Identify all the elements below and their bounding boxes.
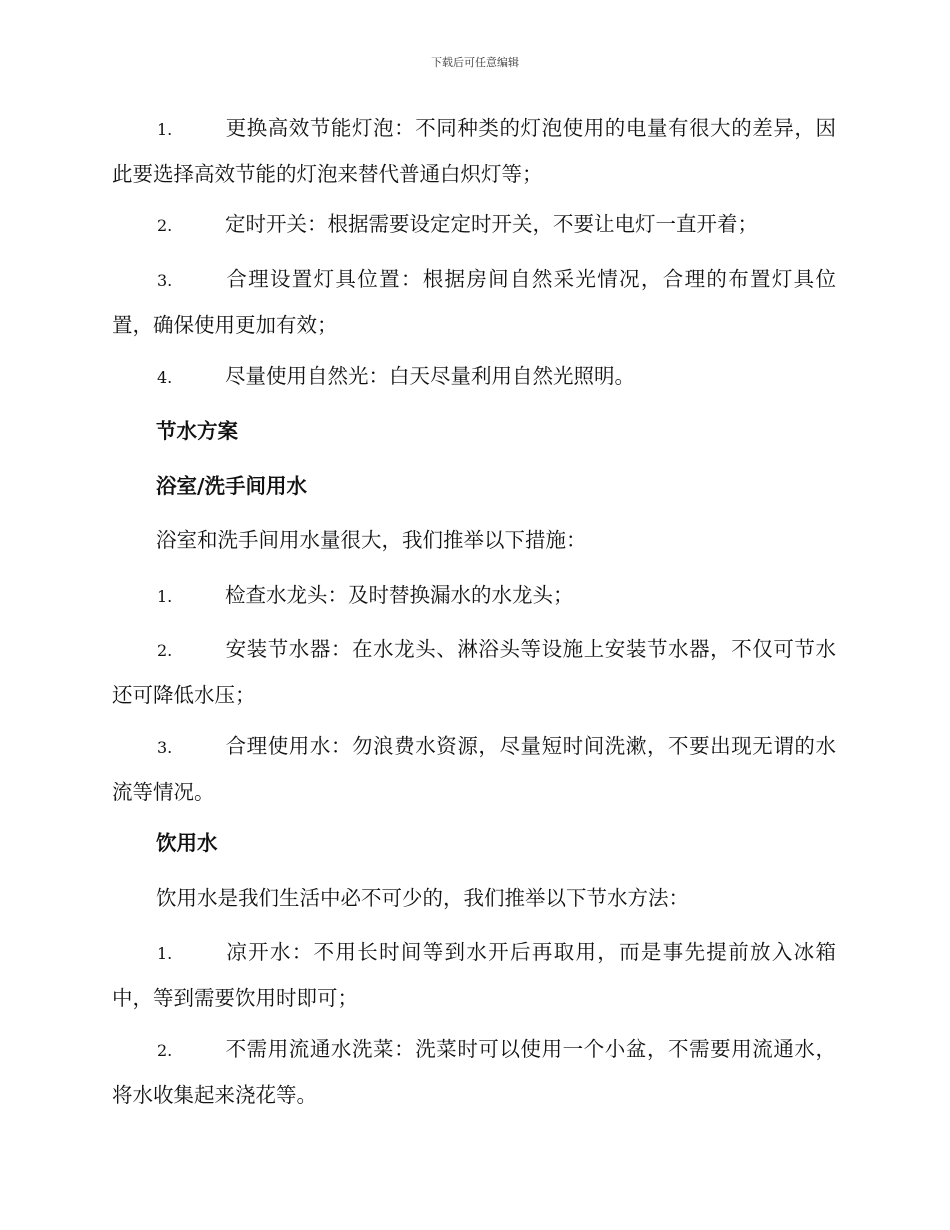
section-heading-water: 节水方案: [156, 419, 238, 443]
list-number: 2.: [157, 216, 173, 235]
list-number: 1.: [157, 587, 173, 606]
list-item-lighting-3: [112, 257, 836, 348]
list-text: 合理设置灯具位置：根据房间自然采光情况，合理的布置灯具位置，确保使用更加有效；: [112, 267, 836, 337]
subsection-heading-drinking: 饮用水: [156, 831, 218, 855]
list-text: 不需用流通水洗菜：洗菜时可以使用一个小盆，不需要用流通水，将水收集起来浇花等。: [112, 1037, 836, 1107]
list-item-lighting-4: [112, 354, 836, 400]
list-item-bathroom-1: [112, 573, 836, 619]
list-item-bathroom-3: [112, 724, 836, 815]
list-number: 2.: [157, 1041, 173, 1060]
list-text: 安装节水器：在水龙头、淋浴头等设施上安装节水器，不仅可节水还可降低水压；: [112, 637, 836, 707]
list-text: 检查水龙头：及时替换漏水的水龙头；: [225, 583, 574, 607]
list-text: 定时开关：根据需要设定定时开关，不要让电灯一直开着；: [225, 212, 758, 236]
list-item-bathroom-2: [112, 627, 836, 718]
list-item-lighting-2: [112, 202, 836, 248]
list-number: 2.: [157, 641, 173, 660]
list-text: 尽量使用自然光：白天尽量利用自然光照明。: [225, 364, 635, 388]
drinking-intro: 饮用水是我们生活中必不可少的，我们推举以下节水方法：: [156, 886, 689, 910]
bathroom-intro: 浴室和洗手间用水量很大，我们推举以下措施：: [156, 528, 587, 552]
list-number: 1.: [157, 944, 173, 963]
list-text: 更换高效节能灯泡：不同种类的灯泡使用的电量有很大的差异，因此要选择高效节能的灯泡来替代普通白炽灯等；: [112, 116, 836, 186]
page-header: 下载后可任意编辑: [431, 56, 519, 69]
list-text: 凉开水：不用长时间等到水开后再取用，而是事先提前放入冰箱中，等到需要饮用时即可；: [112, 940, 836, 1010]
list-text: 合理使用水：勿浪费水资源，尽量短时间洗漱，不要出现无谓的水流等情况。: [112, 734, 836, 804]
list-item-drinking-1: [112, 930, 836, 1021]
list-number: 1.: [157, 120, 173, 139]
list-number: 4.: [157, 368, 173, 387]
list-item-lighting-1: [112, 106, 836, 197]
list-item-drinking-2: [112, 1027, 836, 1118]
list-number: 3.: [157, 738, 173, 757]
subsection-heading-bathroom: 浴室/洗手间用水: [156, 474, 307, 498]
list-number: 3.: [157, 271, 173, 290]
